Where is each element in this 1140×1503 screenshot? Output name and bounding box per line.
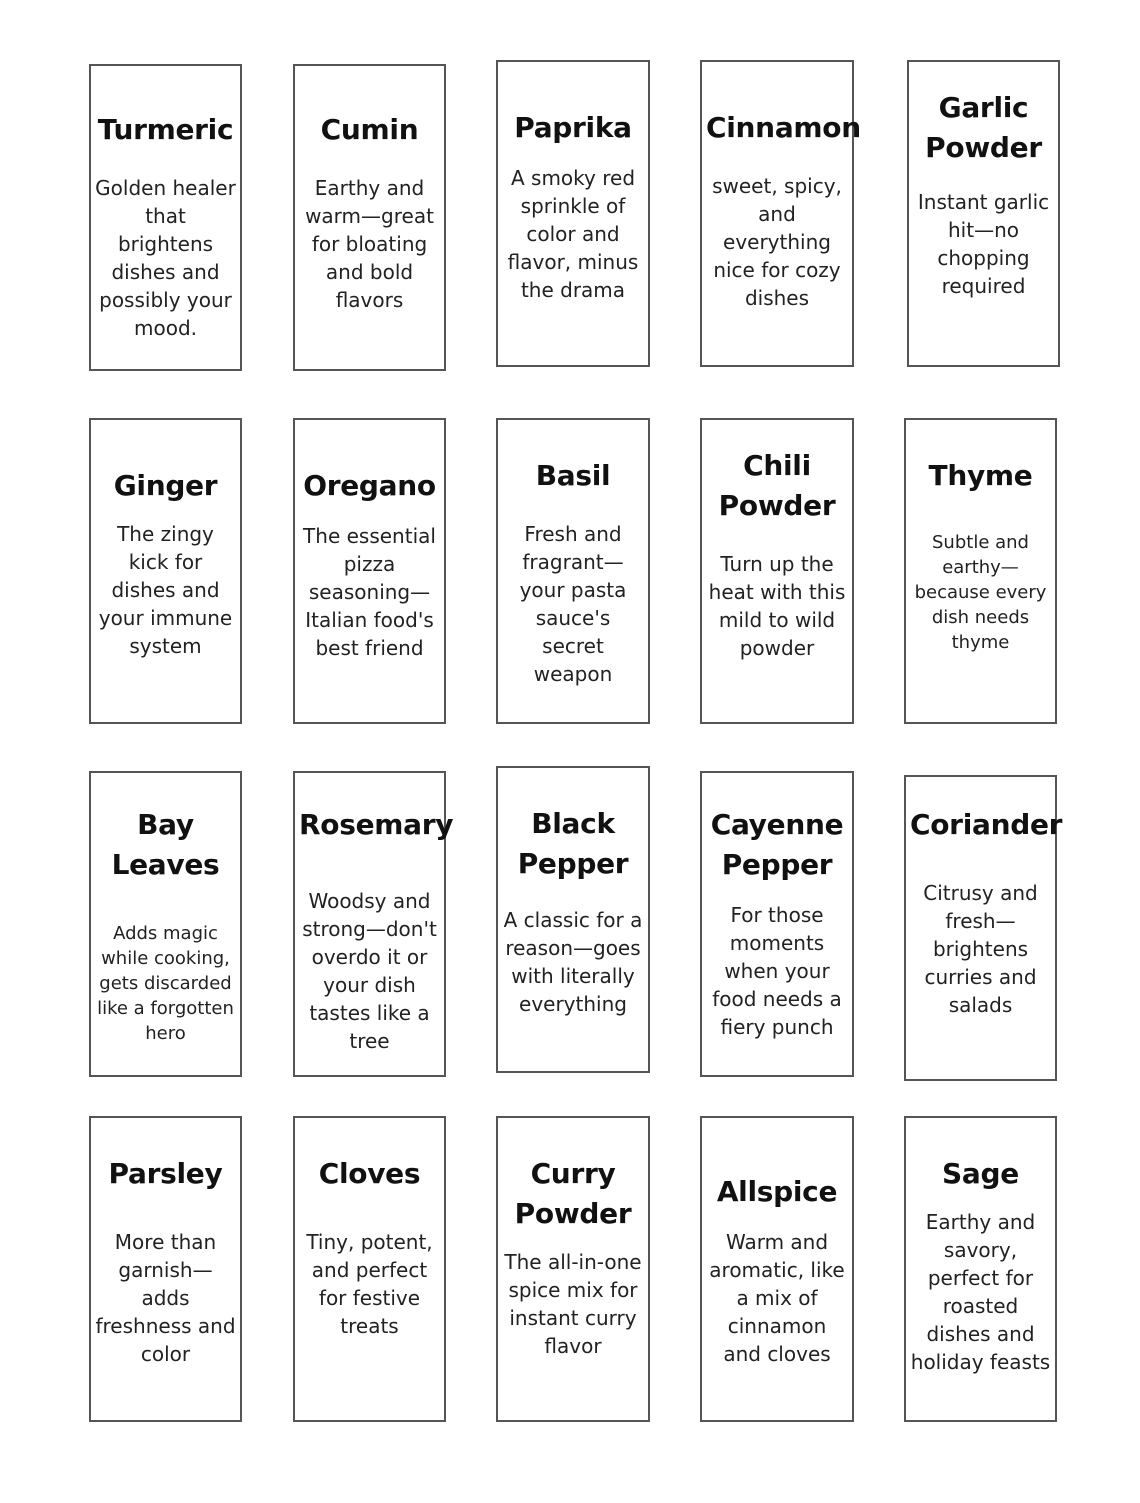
spice-card-cumin bbox=[293, 64, 446, 371]
spice-card-cinnamon bbox=[700, 60, 861, 367]
card-description: sweet, spicy, and everything nice for cozy dishes bbox=[712, 174, 842, 310]
spice-card-chili-powder bbox=[700, 418, 854, 724]
card-description: A smoky red sprinkle of color and flavor, minus the drama bbox=[507, 166, 639, 302]
card-description: Woodsy and strong—don't overdo it or your dish tastes like a tree bbox=[302, 889, 437, 1053]
card-title: Oregano bbox=[303, 469, 436, 502]
spice-card-sage bbox=[904, 1116, 1057, 1422]
spice-card-paprika bbox=[496, 60, 650, 367]
card-description: A classic for a reason—goes with literally everything bbox=[503, 908, 643, 1016]
spice-card-allspice bbox=[700, 1116, 854, 1422]
card-description: More than garnish—adds freshness and color bbox=[95, 1230, 236, 1366]
card-description: The essential pizza seasoning—Italian food's best friend bbox=[303, 524, 436, 660]
card-title: Parsley bbox=[108, 1157, 223, 1190]
card-title: Cayenne Pepper bbox=[710, 808, 844, 881]
card-title: Basil bbox=[535, 459, 611, 492]
card-title: Cloves bbox=[318, 1157, 421, 1190]
card-title: Curry Powder bbox=[514, 1157, 632, 1230]
card-description: Adds magic while cooking, gets discarded like a forgotten hero bbox=[97, 923, 234, 1044]
spice-card-rosemary bbox=[293, 771, 454, 1077]
card-title: Black Pepper bbox=[517, 807, 629, 880]
card-description: The zingy kick for dishes and your immune system bbox=[98, 522, 233, 658]
spice-card-bay-leaves bbox=[89, 771, 242, 1077]
spice-card-coriander bbox=[904, 775, 1063, 1081]
card-description: Turn up the heat with this mild to wild powder bbox=[708, 552, 846, 660]
card-description: The all-in-one spice mix for instant curry flavor bbox=[504, 1250, 642, 1358]
card-title: Coriander bbox=[910, 808, 1063, 841]
spice-card-black-pepper bbox=[496, 766, 650, 1073]
card-description: Subtle and earthy—because every dish needs thyme bbox=[914, 532, 1047, 653]
card-description: For those moments when your food needs a fiery punch bbox=[712, 903, 842, 1039]
spice-card-parsley bbox=[89, 1116, 242, 1422]
card-title: Chili Powder bbox=[718, 449, 836, 522]
spice-card-garlic-powder bbox=[907, 60, 1060, 367]
card-title: Cinnamon bbox=[706, 111, 861, 144]
card-title: Garlic Powder bbox=[925, 91, 1042, 164]
card-description: Earthy and savory, perfect for roasted dishes and holiday feasts bbox=[910, 1210, 1051, 1374]
card-title: Ginger bbox=[113, 469, 218, 502]
card-description: Citrusy and fresh—brightens curries and salads bbox=[923, 881, 1038, 1017]
spice-card-oregano bbox=[293, 418, 446, 724]
card-description: Golden healer that brightens dishes and possibly your mood. bbox=[95, 176, 236, 340]
card-description: Instant garlic hit—no chopping required bbox=[917, 190, 1050, 298]
spice-card-curry-powder bbox=[496, 1116, 650, 1422]
card-title: Turmeric bbox=[97, 113, 234, 146]
card-description: Fresh and fragrant—your pasta sauce's secret weapon bbox=[519, 522, 627, 686]
card-description: Earthy and warm—great for bloating and bold flavors bbox=[305, 176, 434, 312]
spice-card-turmeric bbox=[89, 64, 242, 371]
card-title: Bay Leaves bbox=[111, 808, 220, 881]
card-description: Warm and aromatic, like a mix of cinnamon and cloves bbox=[709, 1230, 845, 1366]
card-title: Rosemary bbox=[299, 808, 454, 841]
card-title: Sage bbox=[942, 1157, 1019, 1190]
spice-card-cayenne-pepper bbox=[700, 771, 854, 1077]
card-title: Paprika bbox=[514, 111, 632, 144]
spice-card-ginger bbox=[89, 418, 242, 724]
card-title: Allspice bbox=[716, 1175, 838, 1208]
spice-card-thyme bbox=[904, 418, 1057, 724]
spice-card-basil bbox=[496, 418, 650, 724]
card-title: Thyme bbox=[928, 459, 1033, 492]
card-title: Cumin bbox=[320, 113, 419, 146]
spice-card-cloves bbox=[293, 1116, 446, 1422]
card-description: Tiny, potent, and perfect for festive treats bbox=[306, 1230, 433, 1338]
